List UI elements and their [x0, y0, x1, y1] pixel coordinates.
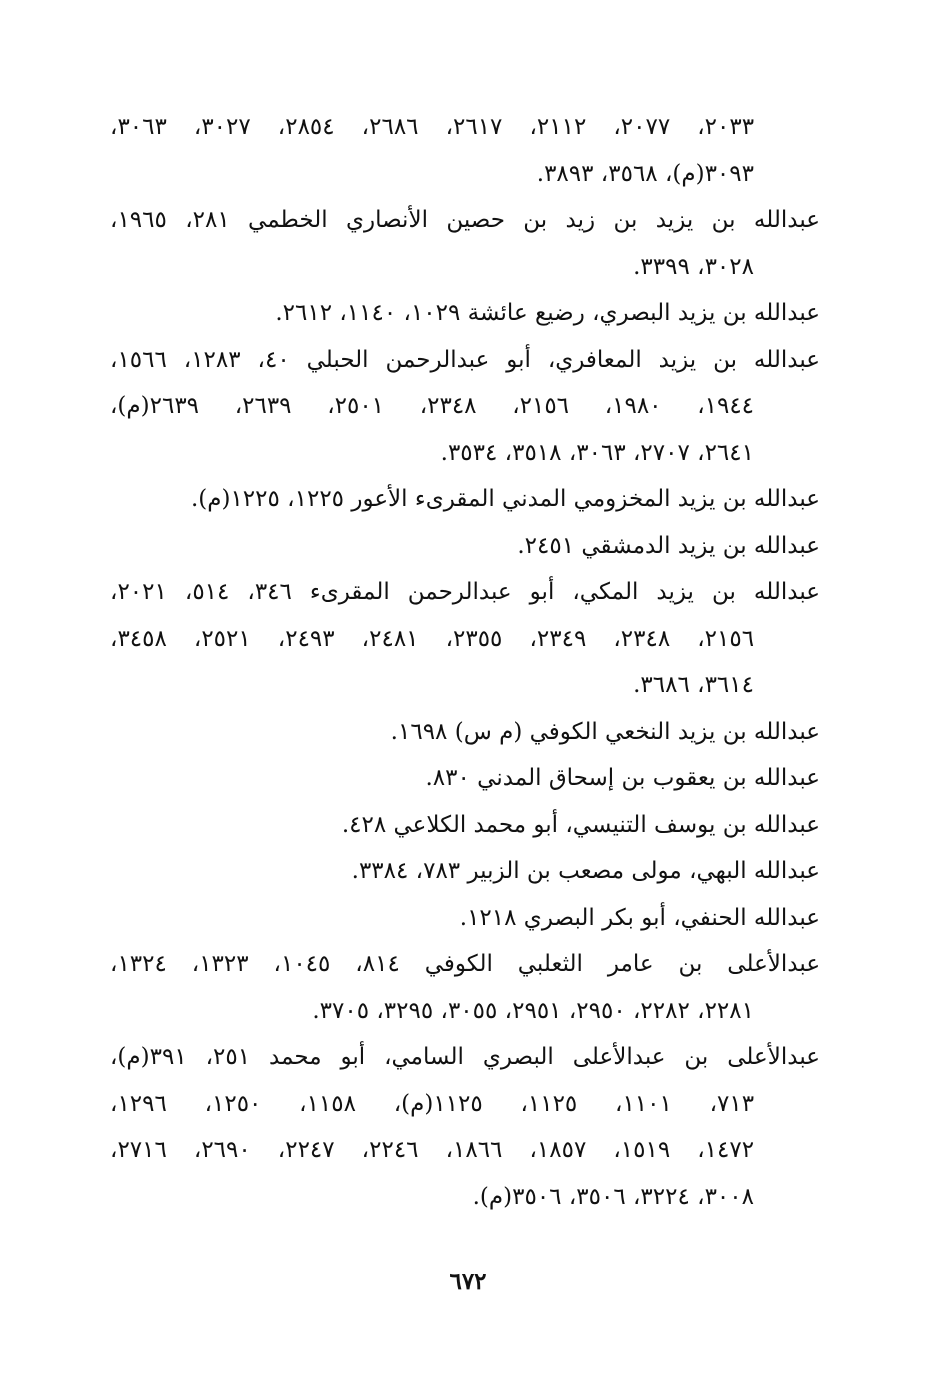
index-line: عبدالله بن يزيد المعافري، أبو عبدالرحمن الحبلي ٤٠، ١٢٨٣، ١٥٦٦، — [110, 346, 820, 373]
index-line: ٢٠٣٣، ٢٠٧٧، ٢١١٢، ٢٦١٧، ٢٦٨٦، ٢٨٥٤، ٣٠٢٧، ٣٠٦٣، — [110, 114, 755, 140]
page-number: ٦٧٢ — [449, 1268, 487, 1295]
index-entries — [110, 104, 820, 1220]
index-line: عبدالأعلى بن عامر الثعلبي الكوفي ٨١٤، ١٠٤٥، ١٣٢٣، ١٣٢٤، — [110, 951, 820, 977]
index-line: ٧١٣، ١١٠١، ١١٢٥، ١١٢٥(م)، ١١٥٨، ١٢٥٠، ١٢٩٦، — [110, 1090, 755, 1117]
index-line: عبدالله بن يزيد الدمشقي ٢٤٥١. — [517, 532, 820, 559]
index-line: عبدالله بن يعقوب بن إسحاق المدني ٨٣٠. — [425, 765, 820, 791]
index-line: عبدالله بن يوسف التنيسي، أبو محمد الكلاعي ٤٢٨. — [341, 811, 820, 838]
index-line: عبدالله الحنفي، أبو بكر البصري ١٢١٨. — [459, 904, 820, 931]
index-line: ٢١٥٦، ٢٣٤٨، ٢٣٤٩، ٢٣٥٥، ٢٤٨١، ٢٤٩٣، ٢٥٢١، ٣٤٥٨، — [110, 625, 755, 652]
index-line: ١٤٧٢، ١٥١٩، ١٨٥٧، ١٨٦٦، ٢٢٤٦، ٢٢٤٧، ٢٦٩٠، ٢٧١٦، — [110, 1137, 755, 1163]
index-line: ٣٠٩٣(م)، ٣٥٦٨، ٣٨٩٣. — [536, 160, 754, 187]
index-line: عبدالله بن يزيد البصري، رضيع عائشة ١٠٢٩، ١١٤٠، ٢٦١٢. — [275, 300, 820, 326]
index-line: عبدالله بن يزيد بن زيد بن حصين الأنصاري الخطمي ٢٨١، ١٩٦٥، — [110, 207, 820, 233]
index-line: عبدالله بن يزيد المخزومي المدني المقرىء الأعور ١٢٢٥، ١٢٢٥(م). — [190, 486, 820, 512]
index-line: ٣٠٠٨، ٣٢٢٤، ٣٥٠٦، ٣٥٠٦(م). — [472, 1183, 754, 1210]
index-line: ٣٠٢٨، ٣٣٩٩. — [633, 253, 754, 280]
index-line: عبدالله بن يزيد النخعي الكوفي (م س) ١٦٩٨. — [390, 718, 820, 745]
index-line: عبدالله البهي، مولى مصعب بن الزبير ٧٨٣، ٣٣٨٤. — [351, 858, 820, 884]
index-line: عبدالله بن يزيد المكي، أبو عبدالرحمن المقرىء ٣٤٦، ٥١٤، ٢٠٢١، — [110, 579, 820, 605]
index-line: عبدالأعلى بن عبدالأعلى البصري السامي، أبو محمد ٢٥١، ٣٩١(م)، — [110, 1044, 820, 1070]
index-line: ١٩٤٤، ١٩٨٠، ٢١٥٦، ٢٣٤٨، ٢٥٠١، ٢٦٣٩، ٢٦٣٩(م)، — [110, 393, 755, 419]
index-line: ٢٢٨١، ٢٢٨٢، ٢٩٥٠، ٢٩٥١، ٣٠٥٥، ٣٢٩٥، ٣٧٠٥. — [312, 997, 754, 1024]
index-line: ٢٦٤١، ٢٧٠٧، ٣٠٦٣، ٣٥١٨، ٣٥٣٤. — [440, 439, 754, 466]
index-line: ٣٦١٤، ٣٦٨٦. — [633, 672, 754, 698]
